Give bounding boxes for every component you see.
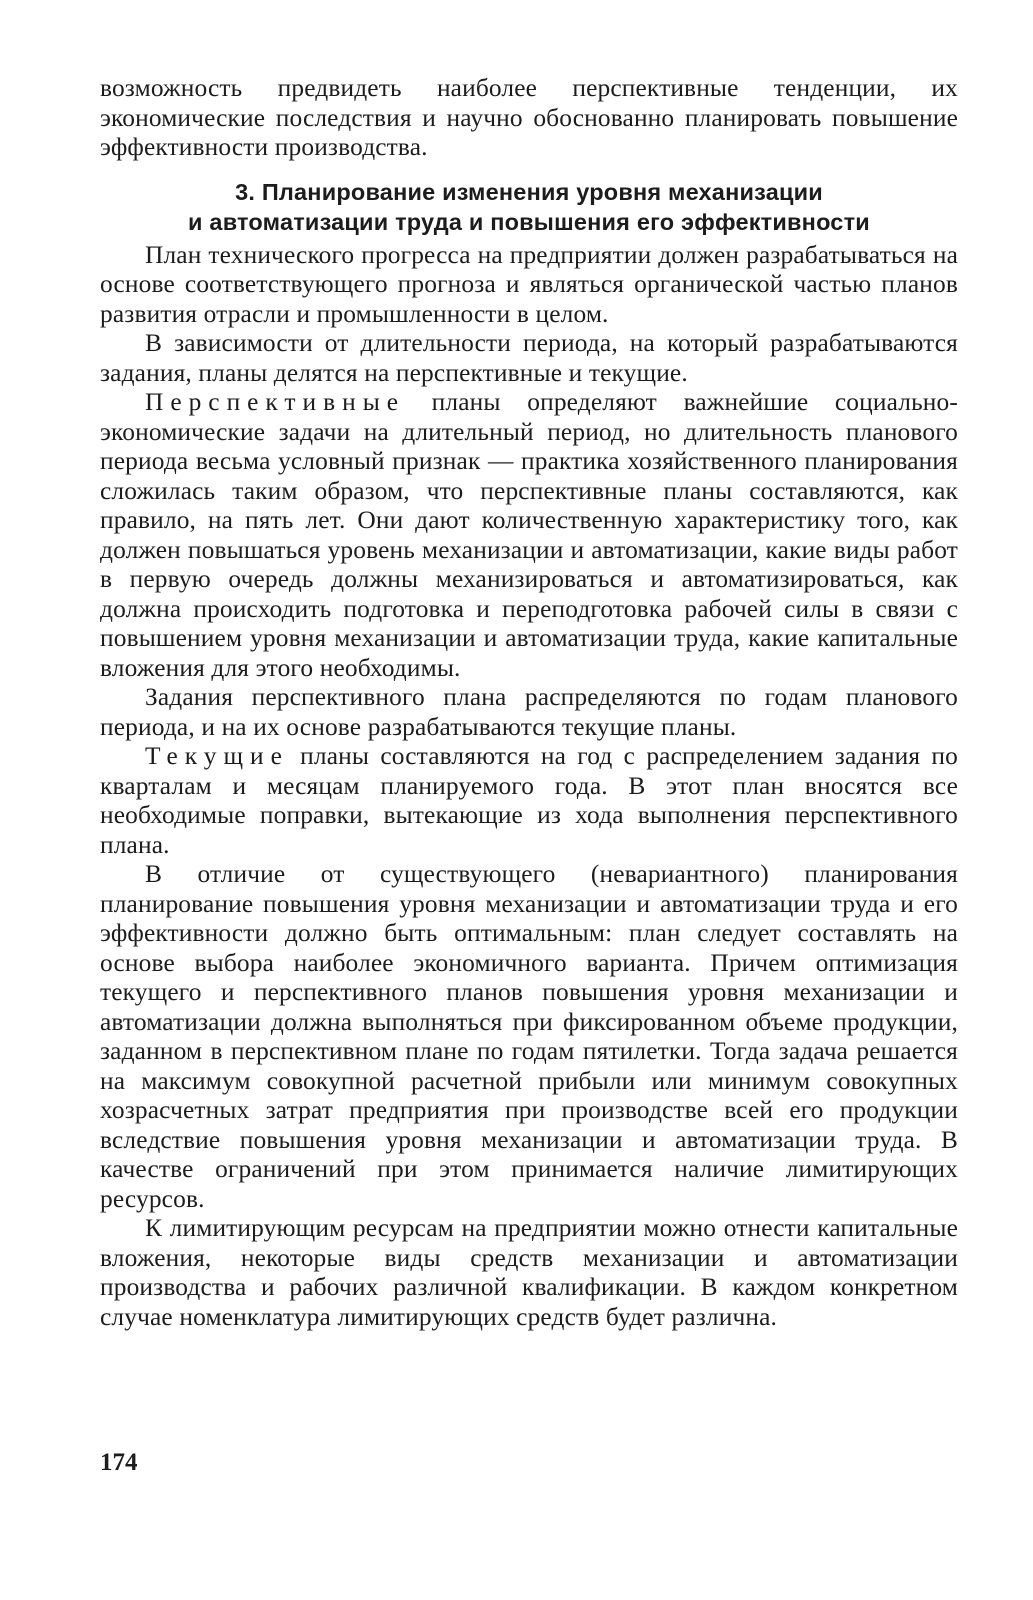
paragraph-5-text: планы составляются на год с распределением задания по кварталам и месяцам планируемого года. В этот план вносятся все необходимые поправки, вытекающие из хода выполнения перспективного плана.	[100, 742, 958, 859]
section-heading-line-2: и автоматизации труда и повышения его эффективности	[188, 208, 870, 235]
paragraph-6: В отличие от существующего (невариантного) планирования планирование повышения уровня механизации и автоматизации труда и его эффективности должно быть оптимальным: план следует составлять на основе выбора наиболее экономичного варианта. Причем оптимизация текущего и перспективного планов повышения уровня механизации и автоматизации должна выполняться при фиксированном объеме продукции, заданном в перспективном плане по годам пятилетки. Тогда задача решается на максимум совокупной расчетной прибыли или минимум совокупных хозрасчетных затрат предприятия при производстве всей его продукции вследствие повышения уровня механизации и автоматизации труда. В качестве ограничений при этом принимается наличие лимитирующих ресурсов.	[100, 860, 958, 1213]
section-heading-line-1: 3. Планирование изменения уровня механизации	[235, 178, 823, 205]
paragraph-2: В зависимости от длительности периода, на который разрабатываются задания, планы делятся на перспективные и текущие.	[100, 329, 958, 387]
term-current: Текущие	[145, 742, 289, 770]
paragraph-3	[100, 388, 958, 683]
page-number: 174	[100, 1449, 138, 1476]
section-heading	[100, 177, 958, 237]
page-body	[100, 74, 958, 1332]
paragraph-3-text: планы определяют важнейшие социально-экономические задачи на длительный период, но длительность планового периода весьма условный признак — практика хозяйственного планирования сложилась таким образом, что перспективные планы составляются, как правило, на пять лет. Они дают количественную характеристику того, как должен повышаться уровень механизации и автоматизации, какие виды работ в первую очередь должны механизироваться и автоматизироваться, как должна происходить подготовка и переподготовка рабочей силы в связи с повышением уровня механизации и автоматизации труда, какие капитальные вложения для этого необходимы.	[100, 388, 958, 682]
paragraph-4: Задания перспективного плана распределяются по годам планового периода, и на их основе разрабатываются текущие планы.	[100, 683, 958, 741]
term-perspective: Перспективные	[145, 388, 406, 416]
paragraph-5	[100, 742, 958, 860]
intro-paragraph: возможность предвидеть наиболее перспективные тенденции, их экономические последствия и научно обоснованно планировать повышение эффективности производства.	[100, 74, 958, 161]
paragraph-7: К лимитирующим ресурсам на предприятии можно отнести капитальные вложения, некоторые виды средств механизации и автоматизации производства и рабочих различной квалификации. В каждом конкретном случае номенклатура лимитирующих средств будет различна.	[100, 1214, 958, 1331]
paragraph-1: План технического прогресса на предприятии должен разрабатываться на основе соответствующего прогноза и являться органической частью планов развития отрасли и промышленности в целом.	[100, 240, 958, 328]
